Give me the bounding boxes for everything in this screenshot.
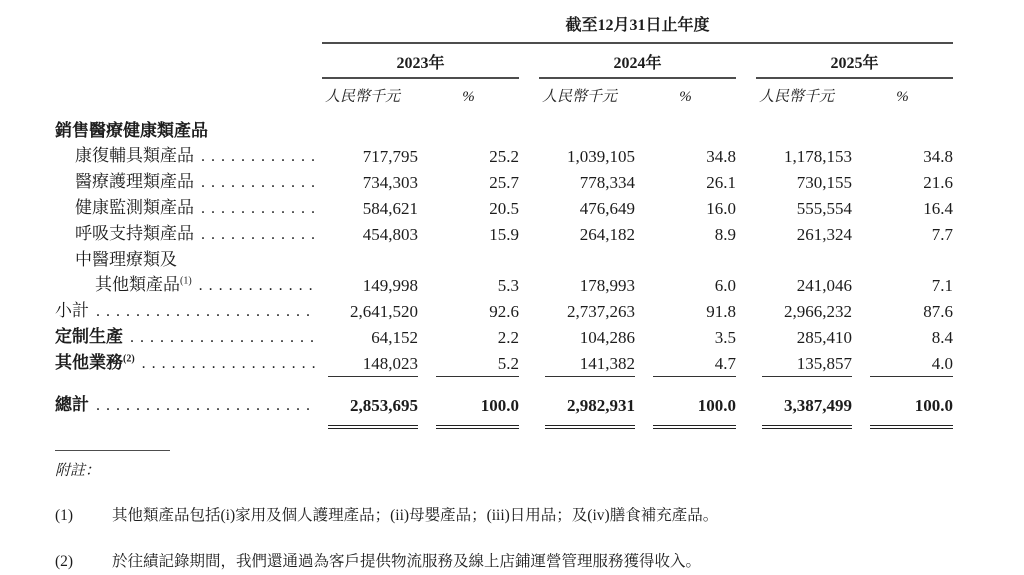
table-row [55, 386, 953, 420]
column-gap [736, 247, 756, 272]
row-label-text: 銷售醫療健康類產品 [55, 121, 208, 140]
unit-header: 人民幣千元 [542, 89, 618, 105]
amount-cell: 2,853,695 [350, 396, 418, 415]
percent-cell: 8.9 [714, 225, 736, 244]
row-label-text: 醫療護理類產品 [75, 172, 194, 191]
column-gap [736, 420, 756, 434]
percent-cell [635, 247, 736, 272]
amount-cell: 149,998 [362, 276, 418, 295]
percent-header: % [896, 89, 909, 105]
amount-cell [322, 118, 418, 143]
column-gap [519, 350, 539, 376]
amount-cell: 734,303 [362, 173, 418, 192]
percent-cell: 8.4 [931, 328, 954, 347]
amount-cell: 264,182 [579, 225, 635, 244]
percent-cell: 100.0 [480, 396, 519, 415]
percent-header: % [462, 89, 475, 105]
column-gap [519, 272, 539, 298]
percent-cell: 34.8 [923, 147, 954, 166]
row-label [55, 221, 322, 247]
period-header: 截至12月31日止年度 [322, 12, 953, 43]
double-rule-cell [756, 420, 852, 434]
column-gap [519, 78, 539, 118]
column-gap [736, 43, 756, 78]
amount-cell: 1,039,105 [567, 147, 635, 166]
row-label [55, 169, 322, 195]
percent-cell: 7.7 [931, 225, 954, 244]
row-label [55, 298, 322, 324]
amount-cell: 178,993 [579, 276, 635, 295]
column-gap [519, 169, 539, 195]
footnote-reference: (2) [123, 353, 135, 365]
column-gap [736, 143, 756, 169]
single-rule-cell [418, 376, 519, 386]
column-gap [519, 118, 539, 143]
column-gap [736, 386, 756, 420]
amount-cell: 584,621 [362, 199, 418, 218]
column-gap [736, 221, 756, 247]
dot-leader [142, 351, 316, 376]
percent-cell: 4.7 [714, 354, 736, 373]
double-rule-row [55, 420, 953, 434]
amount-cell: 730,155 [796, 173, 852, 192]
dot-leader [201, 144, 316, 169]
percent-cell: 91.8 [706, 302, 736, 321]
year-header-2023: 2023年 [322, 43, 519, 78]
amount-cell: 2,641,520 [350, 302, 418, 321]
row-label-text: 健康監測類產品 [75, 198, 194, 217]
column-gap [736, 78, 756, 118]
footnote-marker: (2) [55, 553, 74, 570]
spacer-cell [55, 376, 322, 386]
amount-cell: 148,023 [362, 354, 418, 373]
column-gap [736, 169, 756, 195]
column-gap [519, 43, 539, 78]
column-gap [519, 324, 539, 350]
table-row [55, 272, 953, 298]
percent-cell: 15.9 [489, 225, 519, 244]
amount-cell [539, 247, 635, 272]
percent-cell: 87.6 [923, 302, 954, 321]
spacer-cell [55, 12, 322, 43]
percent-cell: 34.8 [706, 147, 736, 166]
row-label [55, 143, 322, 169]
table-row [55, 143, 953, 169]
row-label-text: 總計 [55, 395, 89, 414]
column-gap [519, 298, 539, 324]
row-label [55, 247, 322, 272]
table-body [55, 118, 953, 434]
column-gap [736, 118, 756, 143]
row-label [55, 272, 322, 298]
column-gap [736, 298, 756, 324]
amount-cell: 135,857 [796, 354, 852, 373]
amount-cell: 64,152 [371, 328, 418, 347]
row-label [55, 118, 322, 143]
dot-leader [96, 393, 316, 418]
row-label-text: 其他類產品$^{(1)}$ [95, 275, 192, 294]
row-label [55, 324, 322, 350]
spacer-cell [55, 78, 322, 118]
table-header [55, 12, 953, 118]
footnote-divider [55, 450, 170, 451]
footnote-text: 於往績記錄期間，我們還通過為客戶提供物流服務及線上店鋪運營管理服務獲得收入。 [112, 553, 702, 570]
amount-cell: 1,178,153 [784, 147, 852, 166]
footnote-item [55, 506, 955, 526]
amount-cell: 241,046 [796, 276, 852, 295]
percent-cell: 25.7 [489, 173, 519, 192]
percent-header: % [679, 89, 692, 105]
spacer-cell [55, 43, 322, 78]
percent-cell: 6.0 [714, 276, 736, 295]
column-gap [519, 195, 539, 221]
percent-cell: 2.2 [497, 328, 519, 347]
unit-header: 人民幣千元 [759, 89, 835, 105]
footnote-marker: (1) [55, 507, 74, 524]
amount-cell: 2,982,931 [567, 396, 635, 415]
column-gap [736, 376, 756, 386]
dot-leader [96, 299, 316, 324]
row-label [55, 386, 322, 420]
column-gap [736, 324, 756, 350]
percent-cell [852, 247, 953, 272]
column-gap [736, 195, 756, 221]
amount-cell [756, 247, 852, 272]
percent-cell: 25.2 [489, 147, 519, 166]
amount-cell: 778,334 [579, 173, 635, 192]
amount-cell [322, 247, 418, 272]
column-gap [736, 272, 756, 298]
dot-leader [199, 273, 316, 298]
row-label [55, 195, 322, 221]
row-label-text: 定制生產 [55, 327, 123, 346]
year-header-2025: 2025年 [756, 43, 953, 78]
row-label [55, 350, 322, 376]
row-label-text: 小計 [55, 301, 89, 320]
percent-cell: 20.5 [489, 199, 519, 218]
row-label-text: 呼吸支持類產品 [75, 224, 194, 243]
percent-cell: 100.0 [914, 396, 954, 415]
footnote-item [55, 552, 955, 572]
double-rule-cell [322, 420, 418, 434]
table-row [55, 195, 953, 221]
single-rule-cell [322, 376, 418, 386]
amount-cell: 104,286 [579, 328, 635, 347]
revenue-table [55, 12, 953, 434]
amount-cell: 476,649 [579, 199, 635, 218]
unit-header: 人民幣千元 [325, 89, 401, 105]
dot-leader [201, 222, 316, 247]
percent-cell [418, 247, 519, 272]
single-rule-cell [852, 376, 953, 386]
table-row [55, 221, 953, 247]
amount-cell: 285,410 [796, 328, 852, 347]
percent-cell: 4.0 [931, 354, 954, 373]
amount-cell: 141,382 [579, 354, 635, 373]
column-gap [519, 247, 539, 272]
column-gap [519, 221, 539, 247]
percent-cell: 3.5 [714, 328, 736, 347]
percent-cell [418, 118, 519, 143]
footnotes-heading: 附註： [55, 463, 101, 479]
single-rule-cell [756, 376, 852, 386]
table-row [55, 350, 953, 376]
dot-leader [201, 170, 316, 195]
table-row [55, 247, 953, 272]
rule-row [55, 376, 953, 386]
amount-cell: 717,795 [362, 147, 418, 166]
amount-cell [756, 118, 852, 143]
amount-cell: 555,554 [796, 199, 852, 218]
percent-cell: 92.6 [489, 302, 519, 321]
percent-cell: 5.2 [497, 354, 519, 373]
amount-cell: 454,803 [362, 225, 418, 244]
percent-cell: 7.1 [931, 276, 954, 295]
column-gap [736, 350, 756, 376]
unit-header-row [55, 78, 953, 118]
row-label-text: 中醫理療類及 [75, 250, 177, 269]
double-rule-cell [635, 420, 736, 434]
year-header-2024: 2024年 [539, 43, 736, 78]
percent-cell: 5.3 [497, 276, 519, 295]
spacer-cell [55, 420, 322, 434]
amount-cell [539, 118, 635, 143]
amount-cell: 3,387,499 [784, 396, 852, 415]
column-gap [519, 420, 539, 434]
dot-leader [201, 196, 316, 221]
double-rule-cell [852, 420, 953, 434]
amount-cell: 261,324 [796, 225, 852, 244]
amount-cell: 2,737,263 [567, 302, 635, 321]
table-row [55, 324, 953, 350]
dot-leader [130, 325, 316, 350]
percent-cell: 100.0 [697, 396, 736, 415]
single-rule-cell [635, 376, 736, 386]
double-rule-cell [539, 420, 635, 434]
percent-cell: 21.6 [923, 173, 954, 192]
percent-cell [852, 118, 953, 143]
column-gap [519, 376, 539, 386]
percent-cell: 16.0 [706, 199, 736, 218]
footnotes-section [55, 450, 955, 572]
table-row [55, 298, 953, 324]
period-header-row [55, 12, 953, 43]
row-label-text: 其他業務$^{(2)}$ [55, 353, 135, 372]
footnote-text: 其他類產品包括(i)家用及個人護理產品；(ii)母嬰產品；(iii)日用品；及(iv)膳食補充產品。 [112, 507, 719, 524]
year-header-row [55, 43, 953, 78]
footnote-reference: (1) [180, 275, 192, 287]
footnotes-list [55, 506, 955, 572]
table-row [55, 169, 953, 195]
amount-cell: 2,966,232 [784, 302, 852, 321]
column-gap [519, 143, 539, 169]
percent-cell: 26.1 [706, 173, 736, 192]
percent-cell: 16.4 [923, 199, 954, 218]
percent-cell [635, 118, 736, 143]
row-label-text: 康復輔具類產品 [75, 146, 194, 165]
column-gap [519, 386, 539, 420]
double-rule-cell [418, 420, 519, 434]
single-rule-cell [539, 376, 635, 386]
table-row [55, 118, 953, 143]
